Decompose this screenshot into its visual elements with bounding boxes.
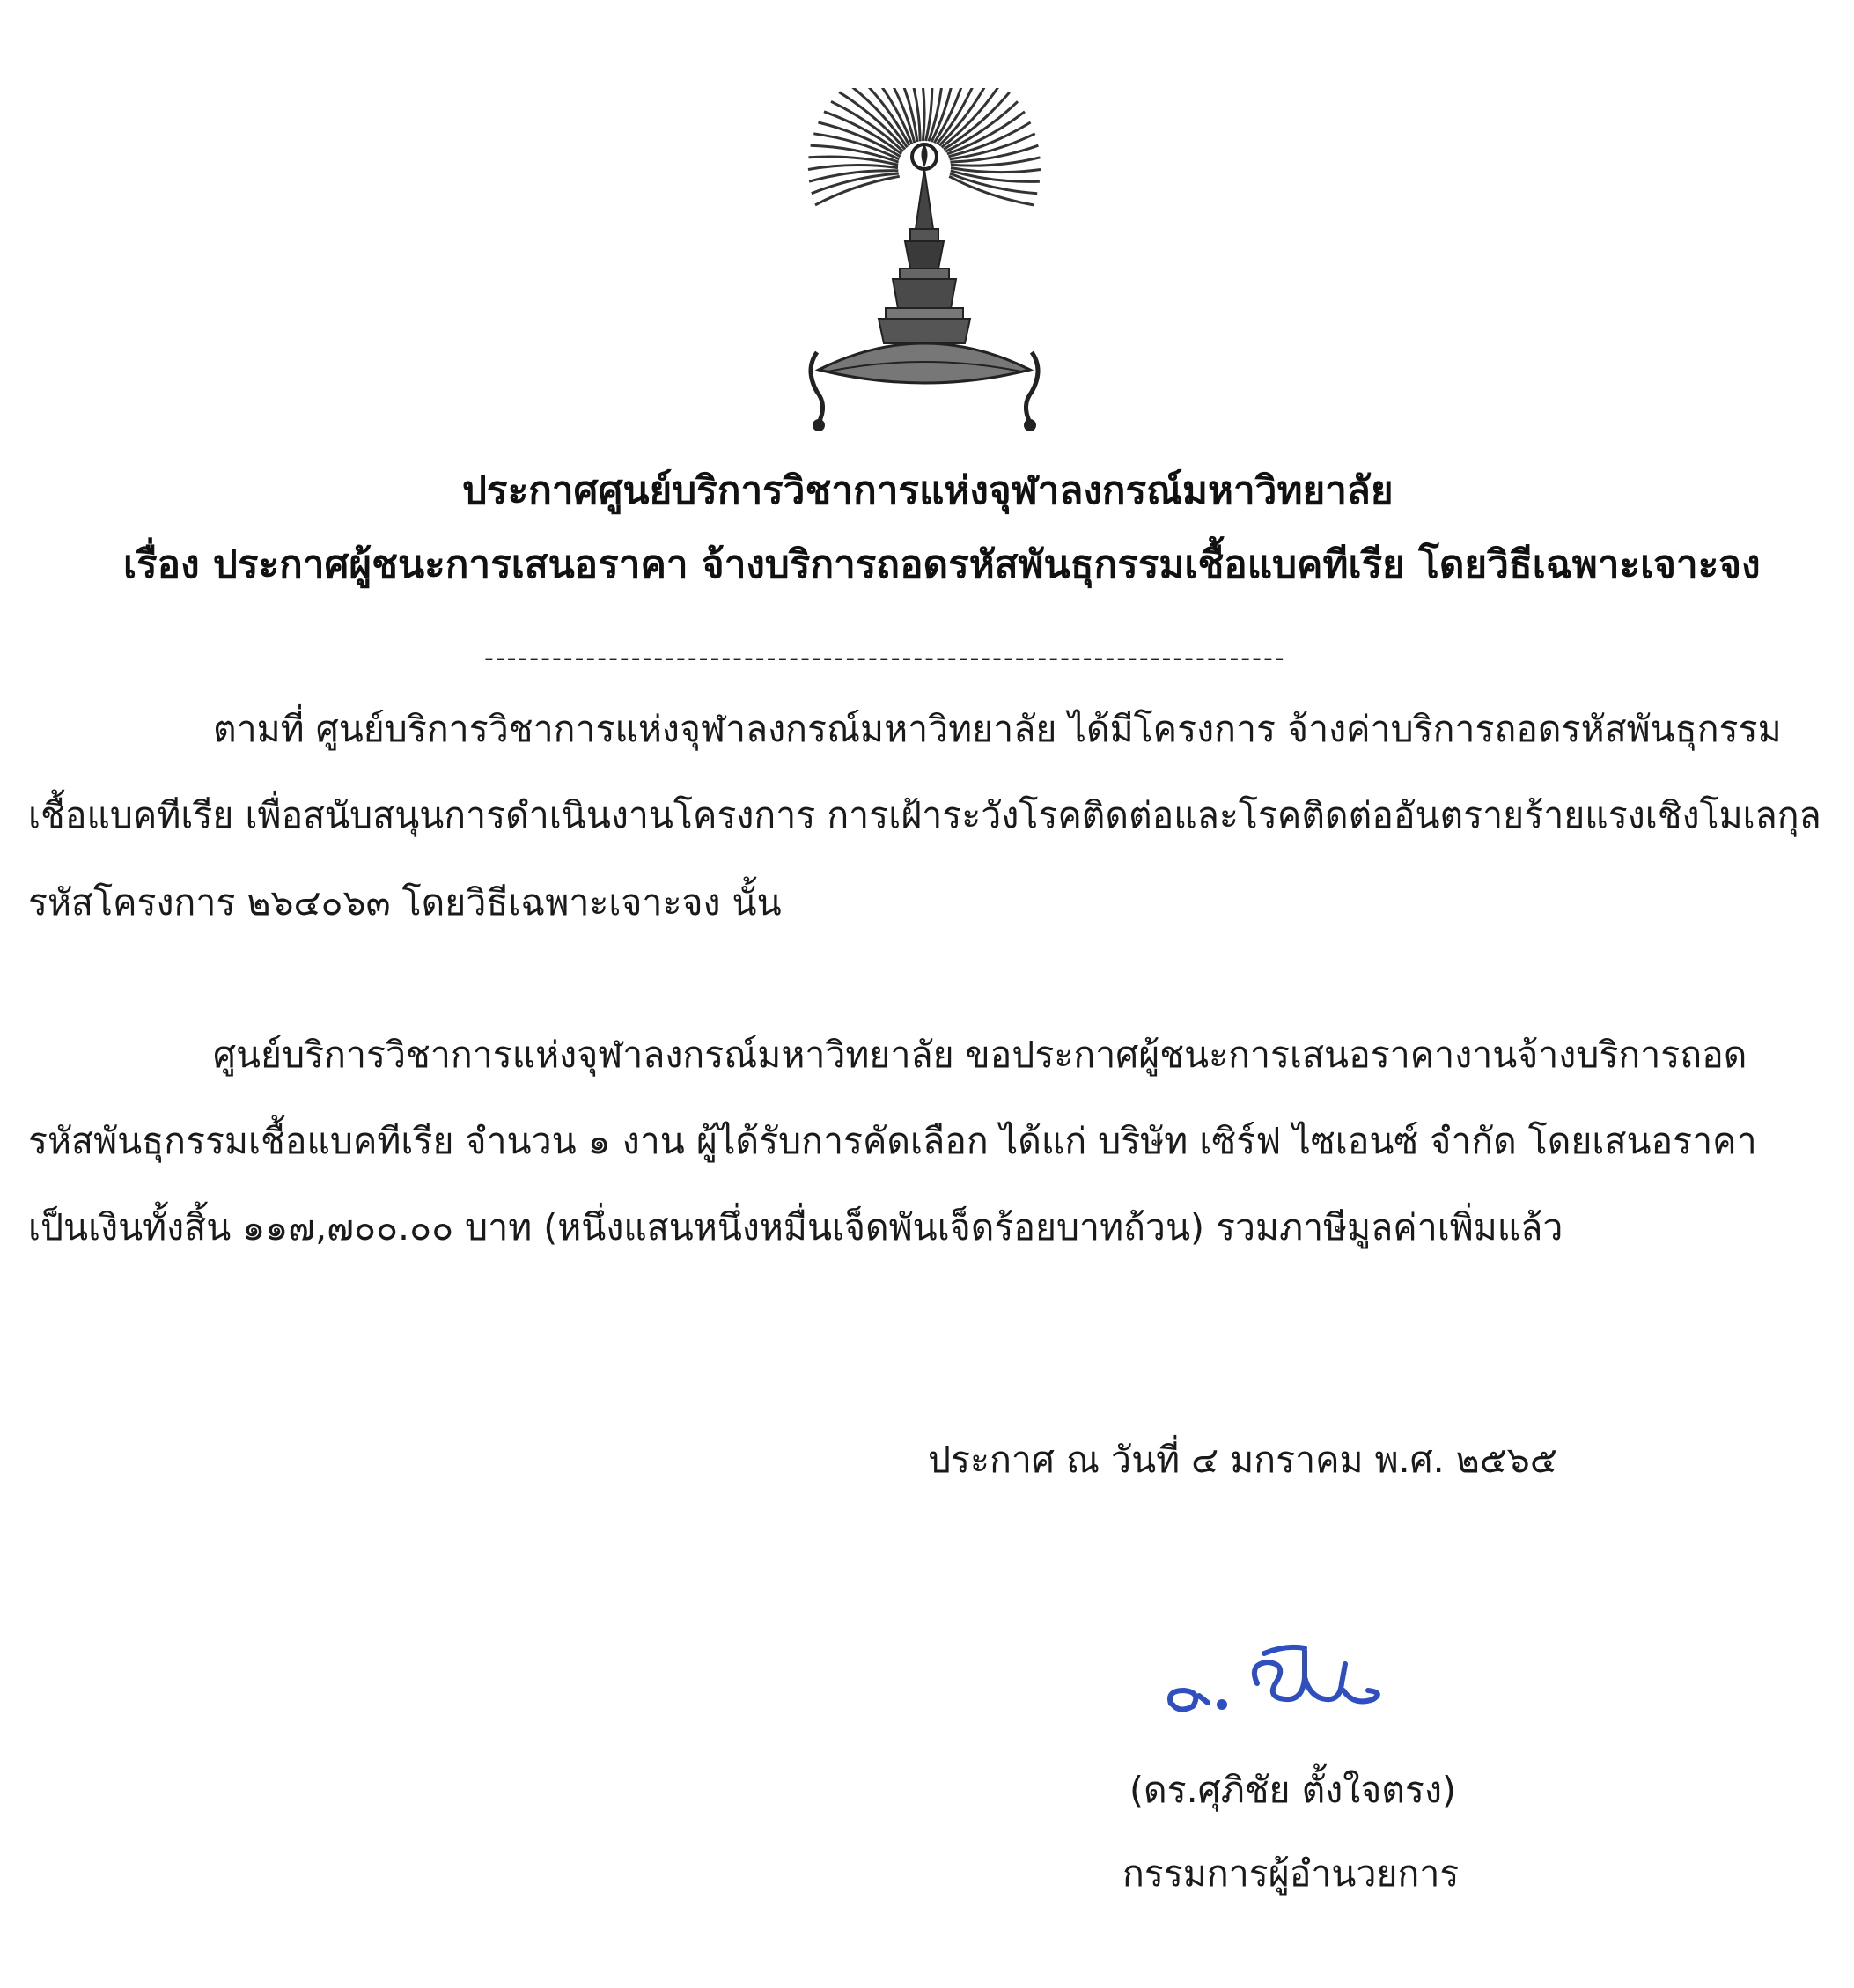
paragraph-2-line-1: ศูนย์บริการวิชาการแห่งจุฬาลงกรณ์มหาวิทยาลัย ขอประกาศผู้ชนะการเสนอราคางานจ้างบริการถอด (213, 1034, 1747, 1076)
paragraph-2-line-3: เป็นเงินทั้งสิ้น ๑๑๗,๗๐๐.๐๐ บาท (หนึ่งแสนหนึ่งหมื่นเจ็ดพันเจ็ดร้อยบาทถ้วน) รวมภาษีมูลค่าเพิ่มแล้ว (28, 1206, 1563, 1248)
signer-name: (ดร.ศุภิชัย ตั้งใจตรง) (1129, 1769, 1456, 1811)
emblem-ray (808, 166, 898, 170)
announcement-subject: เรื่อง ประกาศผู้ชนะการเสนอราคา จ้างบริการถอดรหัสพันธุกรรมเชื้อแบคทีเรีย โดยวิธีเฉพาะเจาะจง (123, 542, 1761, 587)
paragraph-1-line-3: รหัสโครงการ ๒๖๔๐๖๓ โดยวิธีเฉพาะเจาะจง นั้น (28, 881, 782, 924)
announcement-date: ประกาศ ณ วันที่ ๔ มกราคม พ.ศ. ๒๕๖๕ (928, 1439, 1557, 1481)
divider-line: ----------------------------------------------------------------------- (484, 643, 1286, 674)
handwritten-signature (1153, 1629, 1435, 1726)
emblem-ray (939, 88, 990, 145)
phra-kieo-emblem-icon (792, 88, 1056, 458)
announcement-heading: ประกาศศูนย์บริการวิชาการแห่งจุฬาลงกรณ์มหาวิทยาลัย (462, 468, 1394, 513)
paragraph-2-line-2: รหัสพันธุกรรมเชื้อแบคทีเรีย จำนวน ๑ งาน ผู้ได้รับการคัดเลือก ได้แก่ บริษัท เซิร์ฟ ไซเอนซ์ จำกัด โดยเสนอราคา (28, 1120, 1757, 1162)
paragraph-1-line-1: ตามที่ ศูนย์บริการวิชาการแห่งจุฬาลงกรณ์มหาวิทยาลัย ได้มีโครงการ จ้างค่าบริการถอดรหัสพันธุกรรม (213, 708, 1782, 750)
emblem-ray (951, 168, 1041, 173)
paragraph-1-line-2: เชื้อแบคทีเรีย เพื่อสนับสนุนการดำเนินงานโครงการ การเฝ้าระวังโรคติดต่อและโรคติดต่ออันตรายร้ายแรงเชิงโมเลกุล (28, 794, 1821, 836)
signer-title: กรรมการผู้อำนวยการ (1122, 1852, 1460, 1895)
